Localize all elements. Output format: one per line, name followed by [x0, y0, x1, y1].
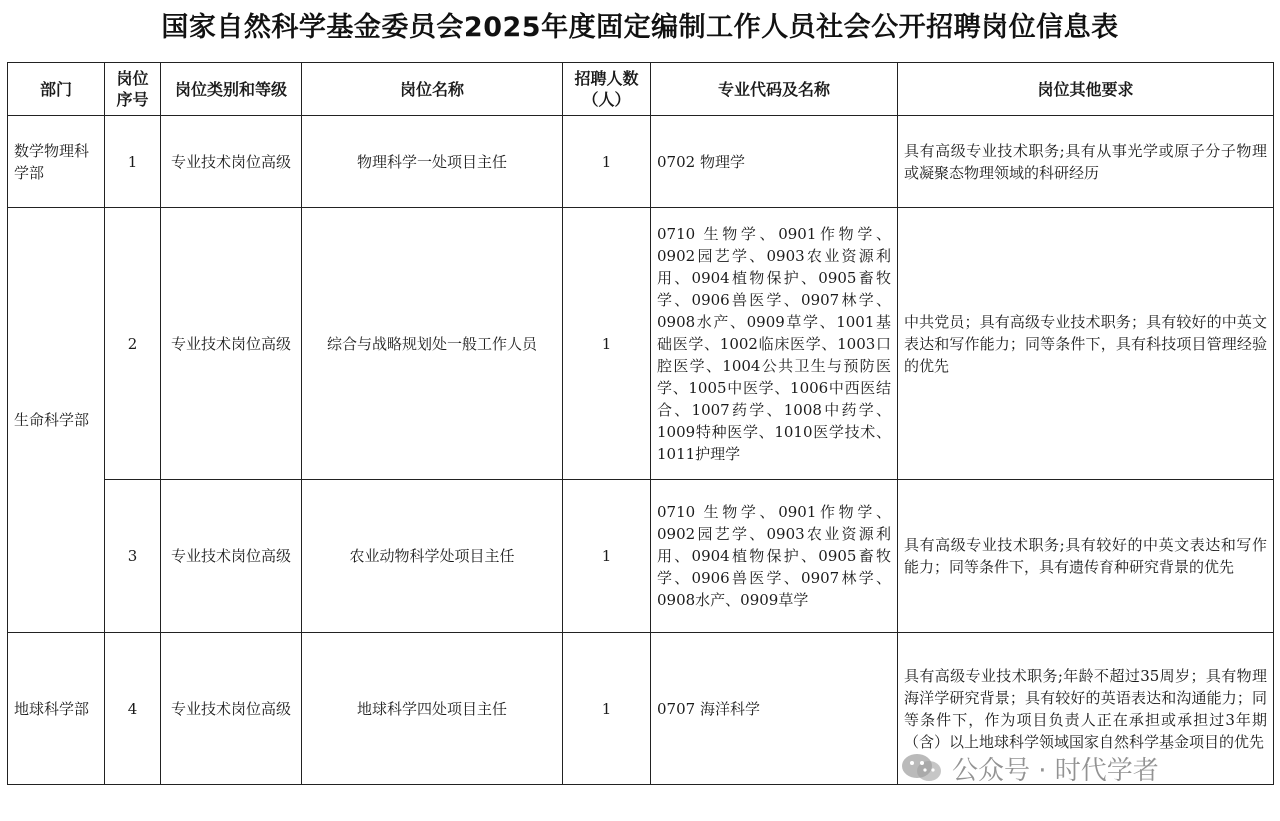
requirements-cell: 中共党员；具有高级专业技术职务；具有较好的中英文表达和写作能力；同等条件下，具有科技项目管理经验的优先	[898, 208, 1274, 480]
count-cell: 1	[563, 116, 651, 208]
table-header-row	[8, 63, 1274, 116]
header-category: 岗位类别和等级	[161, 63, 302, 116]
header-count: 招聘人数（人）	[563, 63, 651, 116]
header-major: 专业代码及名称	[651, 63, 898, 116]
header-dept: 部门	[8, 63, 105, 116]
dept-cell: 地球科学部	[8, 633, 105, 785]
requirements-cell: 具有高级专业技术职务;具有较好的中英文表达和写作能力；同等条件下，具有遗传育种研究背景的优先	[898, 480, 1274, 633]
seq-cell: 1	[105, 116, 161, 208]
page-title: 国家自然科学基金委员会2025年度固定编制工作人员社会公开招聘岗位信息表	[161, 12, 1119, 43]
position-name-cell: 地球科学四处项目主任	[302, 633, 563, 785]
requirements-cell: 具有高级专业技术职务;年龄不超过35周岁；具有物理海洋学研究背景；具有较好的英语表达和沟通能力；同等条件下，作为项目负责人正在承担或承担过3年期（含）以上地球科学领域国家自然科学基金项目的优先	[898, 633, 1274, 785]
position-name-cell: 农业动物科学处项目主任	[302, 480, 563, 633]
header-requirements: 岗位其他要求	[898, 63, 1274, 116]
table-row	[8, 480, 1274, 633]
table-row	[8, 208, 1274, 480]
dept-cell: 生命科学部	[8, 208, 105, 633]
header-seq: 岗位序号	[105, 63, 161, 116]
seq-cell: 3	[105, 480, 161, 633]
major-cell: 0707 海洋科学	[651, 633, 898, 785]
position-name-cell: 物理科学一处项目主任	[302, 116, 563, 208]
wechat-official-account-icon	[900, 752, 944, 784]
seq-cell: 4	[105, 633, 161, 785]
category-cell: 专业技术岗位高级	[161, 633, 302, 785]
major-cell: 0710 生物学、0901作物学、0902园艺学、0903农业资源利用、0904植物保护、0905畜牧学、0906兽医学、0907林学、0908水产、0909草学、1001基础医学、1002临床医学、1003口腔医学、1004公共卫生与预防医学、1005中医学、1006中西医结合、1007药学、1008中药学、1009特种医学、1010医学技术、1011护理学	[651, 208, 898, 480]
watermark	[900, 748, 1159, 788]
category-cell: 专业技术岗位高级	[161, 208, 302, 480]
count-cell: 1	[563, 480, 651, 633]
requirements-cell: 具有高级专业技术职务;具有从事光学或原子分子物理或凝聚态物理领域的科研经历	[898, 116, 1274, 208]
count-cell: 1	[563, 633, 651, 785]
table-row	[8, 116, 1274, 208]
count-cell: 1	[563, 208, 651, 480]
major-cell: 0702 物理学	[651, 116, 898, 208]
dept-cell: 数学物理科学部	[8, 116, 105, 208]
seq-cell: 2	[105, 208, 161, 480]
position-name-cell: 综合与战略规划处一般工作人员	[302, 208, 563, 480]
major-cell: 0710 生物学、0901作物学、0902园艺学、0903农业资源利用、0904植物保护、0905畜牧学、0906兽医学、0907林学、0908水产、0909草学	[651, 480, 898, 633]
recruitment-table	[7, 62, 1274, 785]
category-cell: 专业技术岗位高级	[161, 480, 302, 633]
header-name: 岗位名称	[302, 63, 563, 116]
watermark-text: 公众号 · 时代学者	[952, 755, 1159, 786]
category-cell: 专业技术岗位高级	[161, 116, 302, 208]
